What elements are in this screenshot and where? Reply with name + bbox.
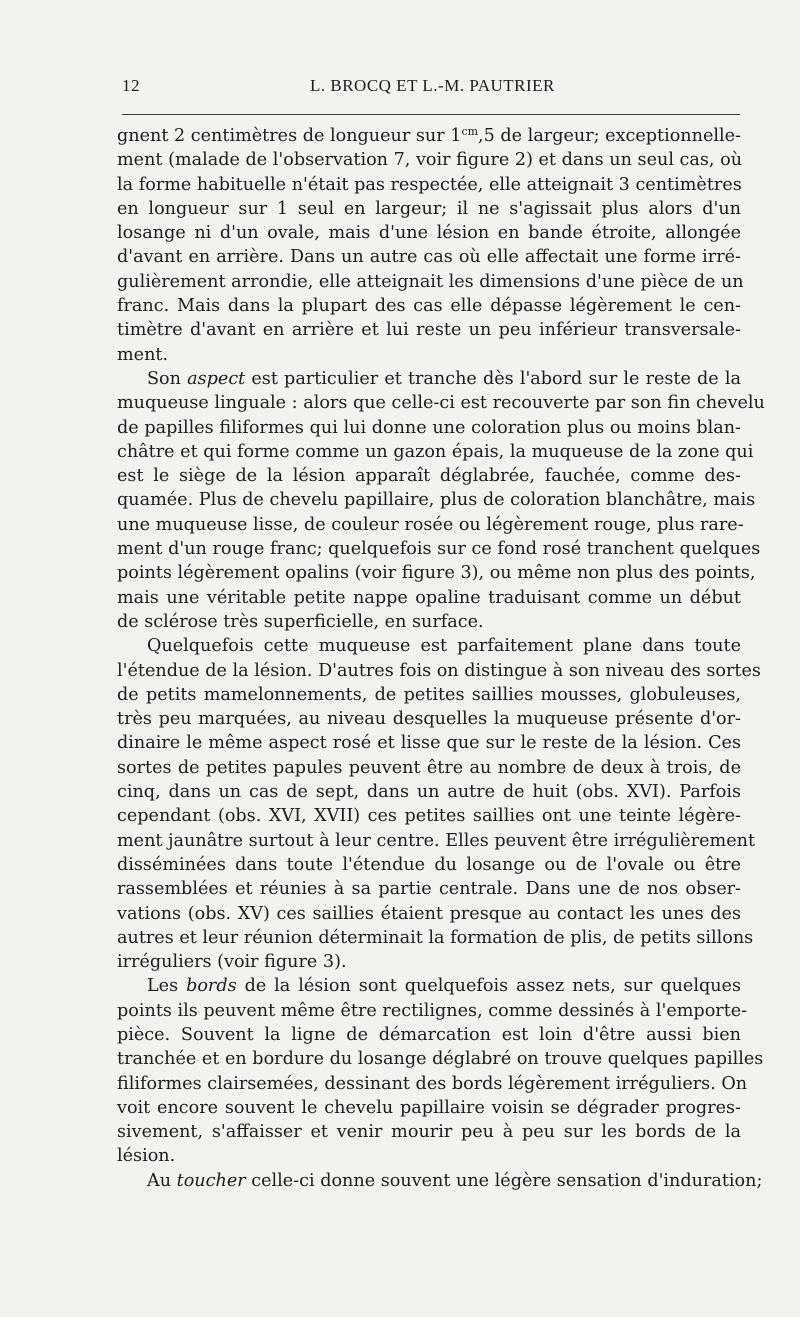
text-line: points légèrement opalins (voir figure 3), ou même non plus des points, — [117, 563, 756, 584]
text-line: sivement, s'affaisser et venir mourir peu à peu sur les bords de la — [117, 1122, 741, 1143]
header-rule — [122, 114, 740, 115]
text-line: timètre d'avant en arrière et lui reste un peu inférieur transversale- — [117, 320, 741, 341]
text-line: Quelquefois cette muqueuse est parfaitement plane dans toute — [147, 636, 741, 657]
text-line: losange ni d'un ovale, mais d'une lésion en bande étroite, allongée — [117, 223, 741, 244]
text-line: ment jaunâtre surtout à leur centre. Elles peuvent être irrégulièrement — [117, 830, 756, 851]
text-line: l'étendue de la lésion. D'autres fois on distingue à son niveau des sortes — [117, 660, 761, 681]
text-line: points ils peuvent même être rectilignes, comme dessinés à l'emporte- — [117, 1000, 748, 1021]
text-line: irréguliers (voir figure 3). — [117, 952, 347, 973]
text-line: quamée. Plus de chevelu papillaire, plus de coloration blanchâtre, mais — [117, 490, 756, 511]
text-line: lésion. — [117, 1146, 176, 1167]
text-line: voit encore souvent le chevelu papillaire voisin se dégrader progres- — [117, 1097, 741, 1118]
running-head-title: L. BROCQ ET L.-M. PAUTRIER — [310, 76, 555, 95]
text-line: est le siège de la lésion apparaît déglabrée, fauchée, comme des- — [117, 466, 741, 487]
text-line: tranchée et en bordure du losange déglabré on trouve quelques papilles — [117, 1049, 764, 1070]
text-line: gnent 2 centimètres de longueur sur $1^{cm},5$ de largeur; exceptionnelle- — [117, 125, 741, 146]
text-line: cinq, dans un cas de sept, dans un autre de huit (obs. XVI). Parfois — [117, 782, 741, 803]
text-line: de petits mamelonnements, de petites saillies mousses, globuleuses, — [117, 684, 741, 705]
text-line: ment. — [117, 344, 169, 365]
text-line: de papilles filiformes qui lui donne une coloration plus ou moins blan- — [117, 417, 741, 438]
text-line: Les bords de la lésion sont quelquefois assez nets, sur quelques — [147, 976, 741, 997]
text-line: châtre et qui forme comme un gazon épais, la muqueuse de la zone qui — [117, 441, 754, 462]
running-head — [122, 76, 740, 102]
text-line: en longueur sur 1 seul en largeur; il ne s'agissait plus alors d'un — [117, 198, 741, 219]
text-line: muqueuse linguale : alors que celle-ci est recouverte par son fin chevelu — [117, 393, 765, 414]
text-line: une muqueuse lisse, de couleur rosée ou légèrement rouge, plus rare- — [117, 514, 744, 535]
text-line: Son aspect est particulier et tranche dès l'abord sur le reste de la — [147, 368, 741, 389]
text-line: d'avant en arrière. Dans un autre cas où elle affectait une forme irré- — [117, 247, 741, 268]
text-line: vations (obs. XV) ces saillies étaient presque au contact les unes des — [117, 903, 741, 924]
text-line: de sclérose très superficielle, en surface. — [117, 611, 484, 632]
page-number: 12 — [122, 76, 140, 95]
text-line: autres et leur réunion déterminait la formation de plis, de petits sillons — [117, 927, 754, 948]
text-line: cependant (obs. XVI, XVII) ces petites saillies ont une teinte légère- — [117, 806, 741, 827]
body-text — [117, 124, 765, 1193]
text-line: ment d'un rouge franc; quelquefois sur ce fond rosé tranchent quelques — [117, 539, 761, 560]
text-line: filiformes clairsemées, dessinant des bords légèrement irréguliers. On — [117, 1073, 748, 1094]
text-line: gulièrement arrondie, elle atteignait les dimensions d'une pièce de un — [117, 271, 744, 292]
text-line: franc. Mais dans la plupart des cas elle dépasse légèrement le cen- — [117, 296, 741, 317]
text-line: pièce. Souvent la ligne de démarcation est loin d'être aussi bien — [117, 1024, 741, 1045]
text-line: dinaire le même aspect rosé et lisse que sur le reste de la lésion. Ces — [117, 733, 741, 754]
text-line: ment (malade de l'observation 7, voir figure 2) et dans un seul cas, où — [117, 150, 743, 171]
text-line: la forme habituelle n'était pas respectée, elle atteignait 3 centimètres — [117, 174, 742, 195]
text-line: très peu marquées, au niveau desquelles la muqueuse présente d'or- — [117, 709, 741, 730]
text-line: Au toucher celle-ci donne souvent une légère sensation d'induration; — [147, 1170, 763, 1191]
text-line: rassemblées et réunies à sa partie centrale. Dans une de nos obser- — [117, 879, 741, 900]
text-line: sortes de petites papules peuvent être au nombre de deux à trois, de — [117, 757, 741, 778]
text-line: disséminées dans toute l'étendue du losange ou de l'ovale ou être — [117, 854, 741, 875]
text-line: mais une véritable petite nappe opaline traduisant comme un début — [117, 587, 741, 608]
